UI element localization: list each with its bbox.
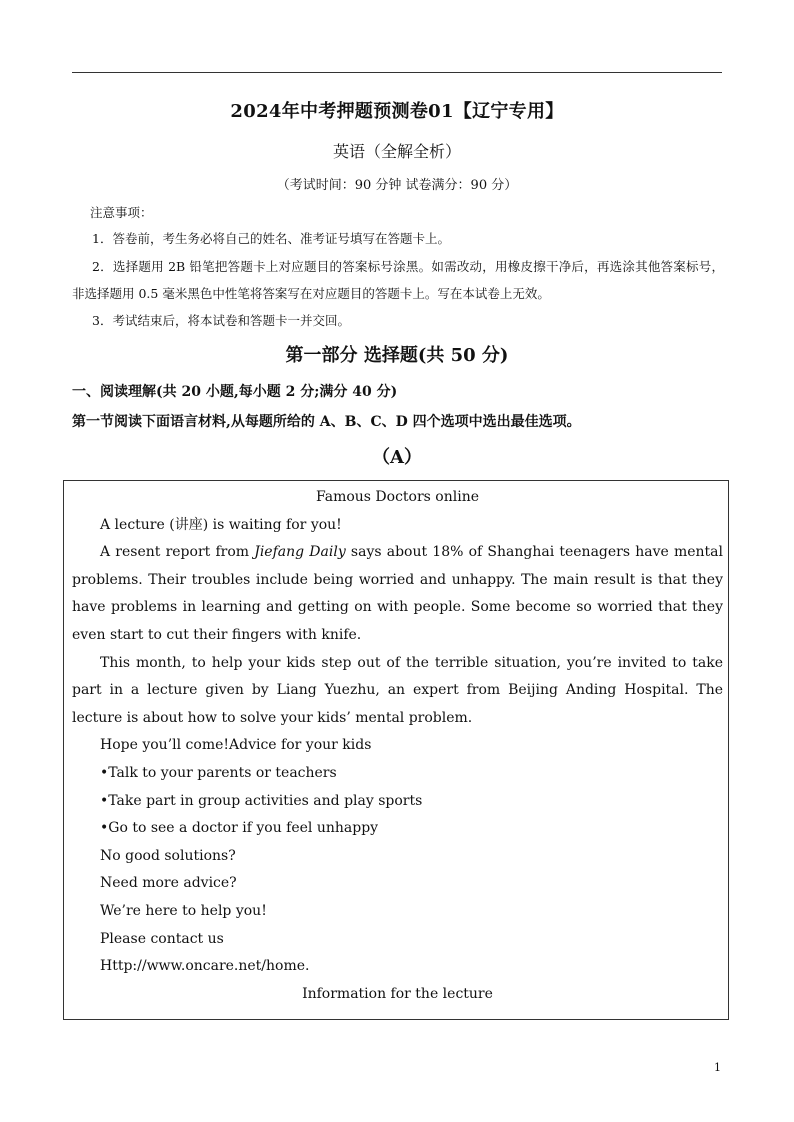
exam-subtitle: 英语（全解全析） <box>332 142 461 161</box>
paragraph-1-prefix: A resent report from <box>100 544 255 561</box>
passage-line: Need more advice? <box>100 875 237 892</box>
advice-item: •Talk to your parents or teachers <box>100 764 337 781</box>
passage-paragraph-2: This month, to help your kids step out of the terrible situation, you’re invited to take part in a lecture given by Liang Yuezhu, an expert from Beijing Anding Hospital. The lecture is about how to solve your kids’ mental problem. <box>72 654 723 726</box>
newspaper-name: Jiefang Daily <box>254 544 346 561</box>
passage-line: We’re here to help you! <box>100 902 267 919</box>
passage-line: Hope you’ll come!Advice for your kids <box>100 737 372 754</box>
section-instruction: 第一节阅读下面语言材料,从每题所给的 A、B、C、D 四个选项中选出最佳选项。 <box>72 414 581 430</box>
page-number: 1 <box>714 1061 721 1074</box>
passage-paragraph-1 <box>72 539 723 649</box>
passage-lecture-line: A lecture (讲座) is waiting for you! <box>100 516 342 533</box>
passage-url: Http://www.oncare.net/home. <box>100 958 310 975</box>
section-title: 一、阅读理解(共 20 小题,每小题 2 分;满分 40 分) <box>72 384 398 400</box>
notice-heading: 注意事项： <box>90 205 153 220</box>
passage-content <box>72 484 723 1008</box>
paragraph-1-rest: says about 18% of Shanghai teenagers have mental problems. Their troubles include being worried and unhappy. The main result is that they have problems in learning and getting on with people. Some become so worried that they even start to cut their fingers with knife. <box>72 544 723 643</box>
notice-item-2: 2．选择题用 2B 铅笔把答题卡上对应题目的答案标号涂黑。如需改动，用橡皮擦干净后，再选涂其他答案标号，非选择题用 0.5 毫米黑色中性笔将答案写在对应题目的答题卡上。写在本试卷上无效。 <box>72 259 724 301</box>
passage-label: （A） <box>372 447 422 468</box>
notice-item-3: 3．考试结束后，将本试卷和答题卡一并交回。 <box>92 313 350 328</box>
passage-heading: Famous Doctors online <box>315 489 480 505</box>
passage-box <box>63 480 729 1020</box>
header-rule <box>72 72 722 73</box>
advice-item: •Go to see a doctor if you feel unhappy <box>100 820 379 837</box>
exam-time-info: （考试时间：90 分钟 试卷满分：90 分） <box>276 178 518 193</box>
passage-footer: Information for the lecture <box>302 985 493 1002</box>
advice-item: •Take part in group activities and play sports <box>100 792 423 809</box>
passage-line: No good solutions? <box>100 847 236 864</box>
passage-line: Please contact us <box>100 930 224 947</box>
notice-item-1: 1．答卷前，考生务必将自己的姓名、准考证号填写在答题卡上。 <box>92 231 450 246</box>
exam-title: 2024年中考押题预测卷01【辽宁专用】 <box>230 101 564 122</box>
part-title: 第一部分 选择题(共 50 分) <box>285 345 509 366</box>
